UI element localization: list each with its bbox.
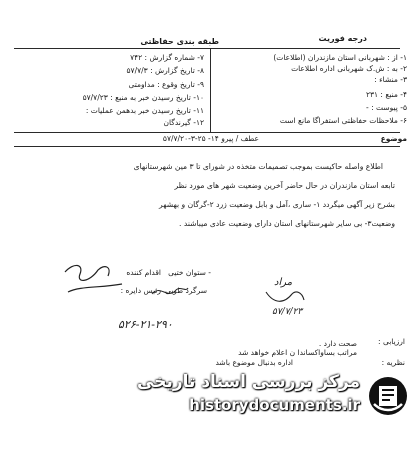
- reference-field: عطف / پیرو ۱۴- ۲۵-۳-۵۷/۷/۲۰: [162, 134, 259, 143]
- field-origin: ۳- منشاء :: [374, 75, 407, 84]
- body-line-2: تابعه استان مازندران در حال حاضر آخرین وضعیت شهر های مورد نظر: [174, 181, 395, 190]
- stamp-text: مراد: [274, 277, 293, 288]
- field-occurrence-date: ۹- تاریخ وقوع : مداومتی: [128, 80, 204, 89]
- classification-label: درجه فوریت: [318, 34, 367, 43]
- head-label: رئیس دایره :: [120, 286, 161, 295]
- field-news-arrival-date: ۱۰- تاریخ رسیدن خبر به منبع : ۵۷/۷/۲۳: [82, 93, 204, 102]
- subject-label: موضوع: [380, 134, 407, 143]
- header-rule-2: [14, 132, 400, 133]
- security-label: طبقه بندی حفاظتی: [140, 37, 219, 46]
- field-from: ۱- از : شهربانی استان مازندران (اطلاعات): [273, 53, 407, 62]
- evaluation-accuracy: صحت دارد .: [318, 339, 357, 348]
- signature-date: ۵۷/۷/۲۳: [272, 307, 303, 317]
- body-line-1: اطلاع واصله حاکیست بموجب تصمیمات متخذه در شورای تا ۳ مین شهرستانهای: [133, 162, 383, 171]
- header-rule-3: [14, 146, 400, 147]
- head-value: سرگرد طوبی: [164, 286, 207, 295]
- action-value: - ستوان ختیی: [168, 268, 211, 277]
- watermark: [130, 366, 410, 436]
- body-line-4: وضعیت۳- بی سایر شهرستانهای استان دارای وضعیت عادی میباشند .: [179, 219, 395, 228]
- watermark-title: مرکز بررسی اسناد تاریخی: [137, 372, 360, 392]
- signature-scribble-left: [60, 258, 130, 306]
- handwritten-number: ۵۲۶-۲۱-۲۹۰: [118, 318, 173, 331]
- header-divider: [210, 48, 211, 132]
- header-rule-1: [14, 48, 400, 49]
- signature-scribble-head: [150, 282, 190, 302]
- field-source: ۴- منبع : ۲۳۱: [365, 90, 407, 99]
- watermark-logo-icon: [366, 374, 410, 418]
- field-to: ۲- به : ش.ک شهربانی اداره اطلاعات: [291, 64, 407, 73]
- body-line-3: بشرح زیر آگهی میگردد ۱- ساری ،آمل و بابل وضعیت زرد ۲-گرگان و بهشهر: [159, 200, 395, 209]
- field-report-number: ۷- شماره گزارش : ۷۴۲: [130, 53, 204, 62]
- field-report-date: ۸- تاریخ گزارش : ۵۷/۷/۳: [126, 66, 204, 75]
- opinion-value: اداره بدنبال موضوع باشد: [215, 358, 293, 367]
- action-label: اقدام کننده: [126, 268, 161, 277]
- watermark-url: historydocuments.ir: [189, 396, 360, 414]
- evaluation-line2: مراتب بساواکساندا ن اعلام خواهد شد: [238, 348, 357, 357]
- evaluation-title: ارزیابی :: [378, 337, 405, 346]
- field-recipients: ۱۲- گیرندگان: [163, 118, 204, 127]
- field-notes: ۶- ملاحظات حفاظتی استفراگا مانع است: [279, 116, 407, 125]
- field-news-operation-date: ۱۱- تاریخ رسیدن خبر بدهمن عملیات :: [85, 106, 204, 115]
- opinion-label: نظریه :: [381, 358, 405, 367]
- field-attachment: ۵- پیوست : -: [366, 103, 407, 112]
